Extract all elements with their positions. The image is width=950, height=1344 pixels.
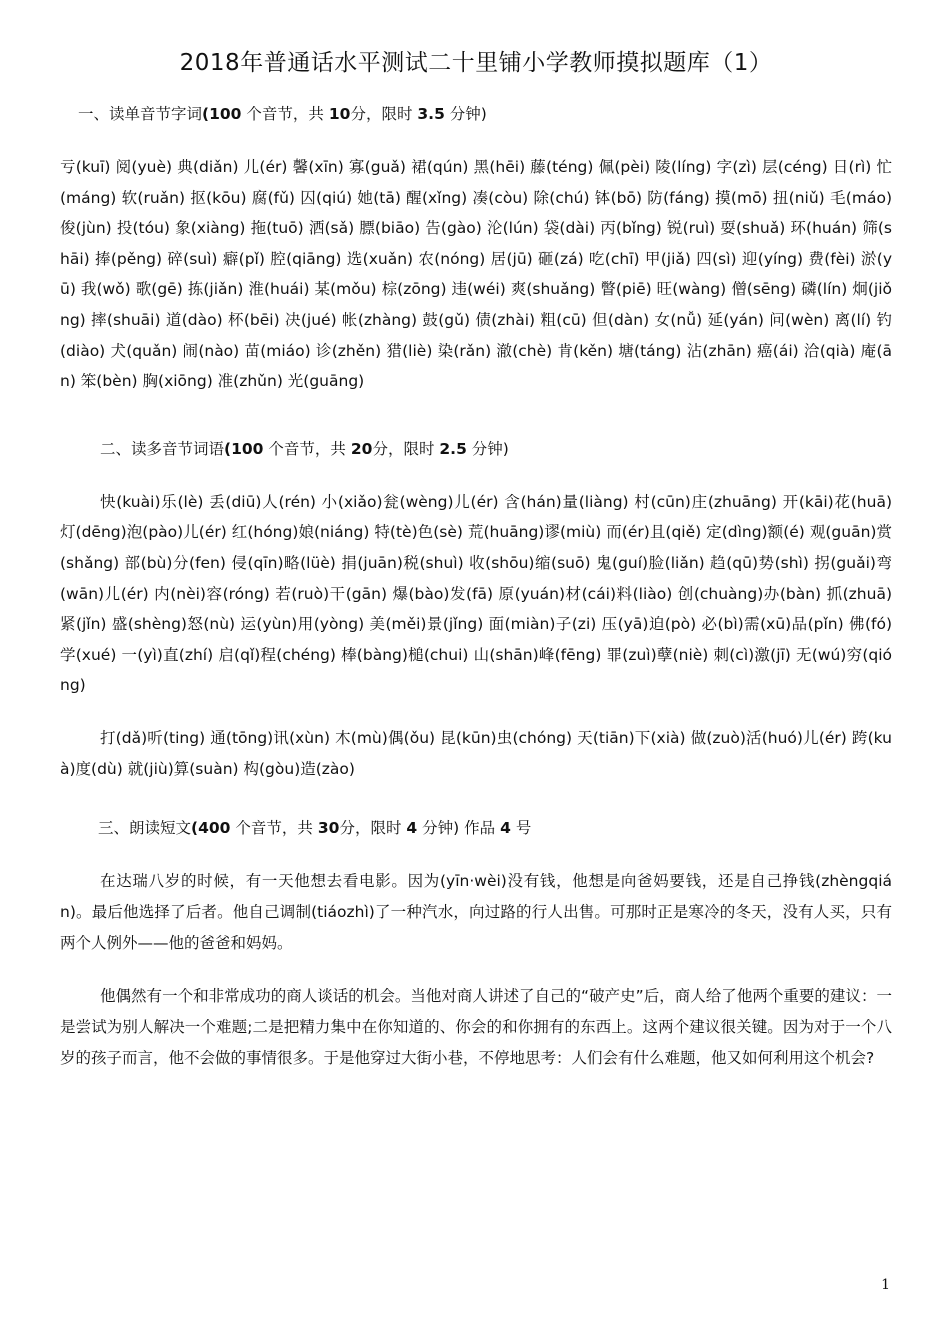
page-number: 1: [881, 1277, 890, 1293]
heading-mid: 个音节，共: [246, 105, 324, 123]
heading-suffix: 分钟): [471, 439, 509, 458]
heading-unit: 分，限时: [339, 819, 402, 838]
section-heading-reading: [60, 818, 892, 838]
heading-prefix: 一、读单音节字词: [78, 105, 203, 123]
section-heading-monosyllabic: [60, 104, 892, 124]
work-label: 作品: [464, 819, 496, 838]
heading-time: 4: [406, 819, 418, 838]
heading-suffix: 分钟): [449, 105, 487, 123]
heading-unit: 分，限时: [350, 105, 413, 123]
heading-prefix: 三、朗读短文: [98, 819, 192, 838]
heading-suffix: 分钟): [422, 819, 460, 838]
heading-count: (100: [202, 105, 242, 123]
heading-count: (400: [191, 819, 231, 838]
heading-score: 30: [317, 819, 340, 838]
multisyllabic-word-list-2: 打(dǎ)听(ting) 通(tōng)讯(xùn) 木(mù)偶(ǒu) 昆(kūn)虫(chóng) 天(tiān)下(xià) 做(zuò)活(huó)儿(ér) 跨(kuà)度(dù) 就(jiù)算(suàn) 构(gòu)造(zào): [60, 728, 892, 778]
heading-score: 10: [328, 105, 351, 123]
monosyllabic-word-list: 亏(kuī) 阅(yuè) 典(diǎn) 儿(ér) 馨(xīn) 寡(guǎ) 裙(qún) 黑(hēi) 藤(téng) 佩(pèi) 陵(líng) 字(zì) 层(céng) 日(rì) 忙(máng) 软(ruǎn) 抠(kōu) 腐(fǔ) 囚(qiú) 她(tā) 醒(xǐng) 凑(còu) 除(chú) 钵(bō) 防(fáng) 摸(mō) 扭(niǔ) 毛(máo) 俊(jùn) 投(tóu) 象(xiàng) 拖(tuō) 洒(sǎ) 膘(biāo) 告(gào) 沦(lún) 袋(dài) 丙(bǐng) 锐(ruì) 耍(shuǎ) 环(huán) 筛(shāi) 捧(pěng) 碎(suì) 癖(pǐ) 腔(qiāng) 选(xuǎn) 农(nóng) 居(jū) 砸(zá) 吃(chī) 甲(jiǎ) 四(sì) 迎(yíng) 费(fèi) 淤(yū) 我(wǒ) 歌(gē) 拣(jiǎn) 淮(huái) 某(mǒu) 棕(zōng) 违(wéi) 爽(shuǎng) 瞥(piē) 旺(wàng) 僧(sēng) 磷(lín) 炯(jiǒng) 摔(shuāi) 道(dào) 杯(bēi) 决(jué) 帐(zhàng) 鼓(gǔ) 债(zhài) 粗(cū) 但(dàn) 女(nǚ) 延(yán) 问(wèn) 离(lí) 钓(diào) 犬(quǎn) 闹(nào) 苗(miáo) 诊(zhěn) 猎(liè) 染(rǎn) 澈(chè) 肯(kěn) 塘(táng) 沾(zhān) 癌(ái) 洽(qià) 庵(ān) 笨(bèn) 胸(xiōng) 准(zhǔn) 光(guāng): [60, 158, 892, 391]
section-heading-multisyllabic: [60, 439, 892, 459]
reading-paragraph-2: 他偶然有一个和非常成功的商人谈话的机会。当他对商人讲述了自己的“破产史”后，商人给了他两个重要的建议：一是尝试为别人解决一个难题;二是把精力集中在你知道的、你会的和你拥有的东西上。这两个建议很关键。因为对于一个八岁的孩子而言，他不会做的事情很多。于是他穿过大街小巷，不停地思考：人们会有什么难题，他又如何利用这个机会?: [60, 987, 892, 1068]
heading-prefix: 二、读多音节词语: [100, 439, 225, 458]
work-suffix: 号: [515, 819, 532, 838]
reading-paragraph-1: 在达瑞八岁的时候，有一天他想去看电影。因为(yīn·wèi)没有钱，他想是向爸妈要钱，还是自己挣钱(zhèngqián)。最后他选择了后者。他自己调制(tiáozhì)了一种汽水，向过路的行人出售。可那时正是寒冷的冬天，没有人买，只有两个人例外——他的爸爸和妈妈。: [60, 872, 892, 953]
heading-count: (100: [224, 439, 264, 458]
heading-time: 3.5: [417, 105, 445, 123]
heading-mid: 个音节，共: [235, 819, 313, 838]
heading-mid: 个音节，共: [268, 439, 346, 458]
heading-time: 2.5: [439, 439, 467, 458]
heading-unit: 分，限时: [372, 439, 435, 458]
page-title: 2018年普通话水平测试二十里铺小学教师摸拟题库（1）: [179, 50, 773, 76]
multisyllabic-word-list-1: 快(kuài)乐(lè) 丢(diū)人(rén) 小(xiǎo)瓮(wèng)儿(ér) 含(hán)量(liàng) 村(cūn)庄(zhuāng) 开(kāi)花(huā) 灯(dēng)泡(pào)儿(ér) 红(hóng)娘(niáng) 特(tè)色(sè) 荒(huāng)谬(miù) 而(ér)且(qiě) 定(dìng)额(é) 观(guān)赏(shǎng) 部(bù)分(fen) 侵(qīn)略(lüè) 捐(juān)税(shuì) 收(shōu)缩(suō) 鬼(guí)脸(liǎn) 趋(qū)势(shì) 拐(guǎi)弯(wān)儿(ér) 内(nèi)容(róng) 若(ruò)干(gān) 爆(bào)发(fā) 原(yuán)材(cái)料(liào) 创(chuàng)办(bàn) 抓(zhuā)紧(jǐn) 盛(shèng)怒(nù) 运(yùn)用(yòng) 美(měi)景(jǐng) 面(miàn)子(zi) 压(yā)迫(pò) 必(bì)需(xū)品(pǐn) 佛(fó)学(xué) 一(yì)直(zhí) 启(qǐ)程(chéng) 棒(bàng)槌(chui) 山(shān)峰(fēng) 罪(zuì)孽(niè) 刺(cì)激(jī) 无(wú)穷(qióng): [60, 492, 892, 695]
heading-score: 20: [350, 439, 373, 458]
work-number: 4: [500, 819, 511, 838]
